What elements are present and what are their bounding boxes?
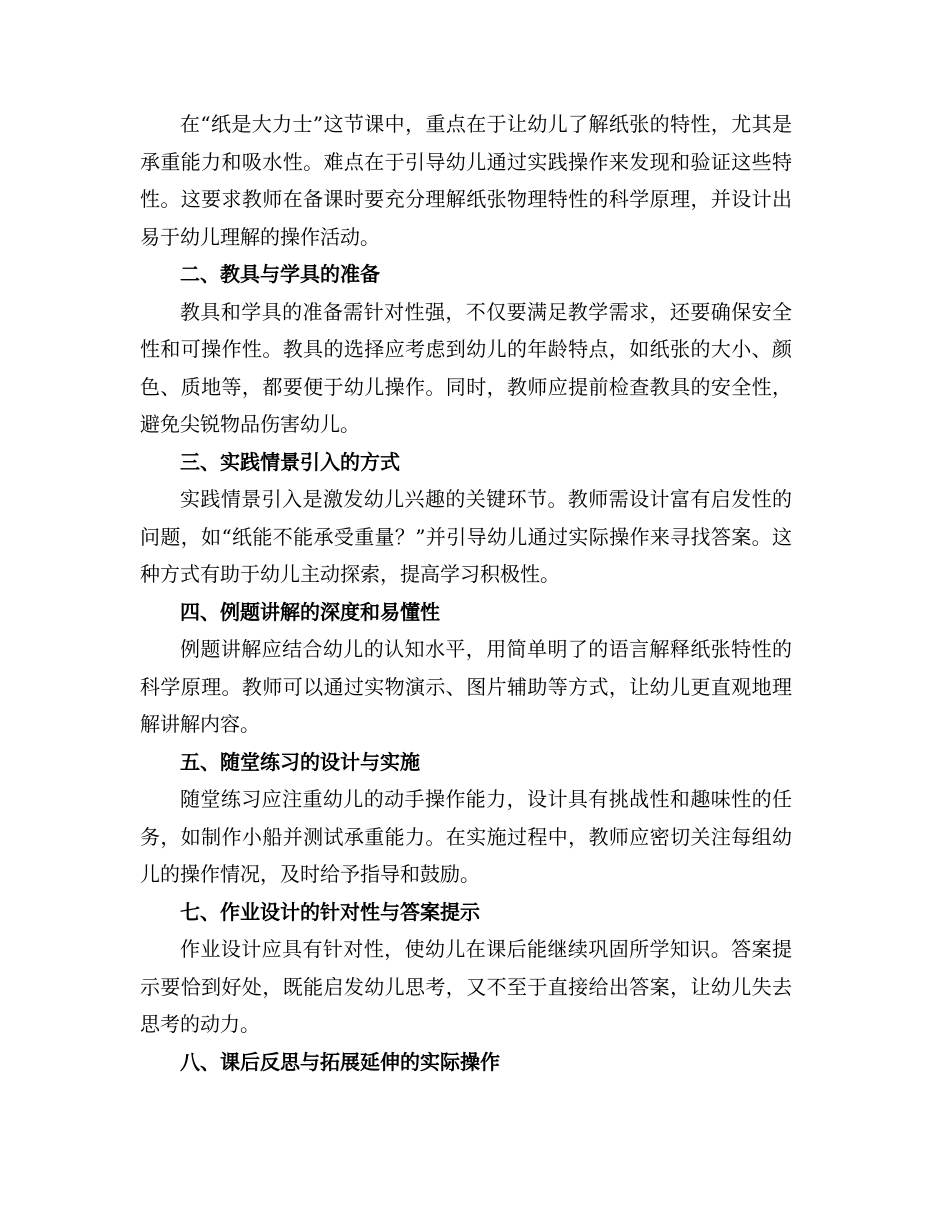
document-page bbox=[140, 106, 792, 1081]
paragraph-focus-and-difficulty: 在“纸是大力士”这节课中，重点在于让幼儿了解纸张的特性，尤其是承重能力和吸水性。难点在于引导幼儿通过实践操作来发现和验证这些特性。这要求教师在备课时要充分理解纸张物理特性的科学原理，并设计出易于幼儿理解的操作活动。 bbox=[140, 112, 792, 249]
heading-in-class-practice: 五、随堂练习的设计与实施 bbox=[180, 749, 420, 774]
heading-scenario-introduction: 三、实践情景引入的方式 bbox=[180, 449, 400, 474]
heading-example-explanation: 四、例题讲解的深度和易懂性 bbox=[180, 599, 440, 624]
heading-homework-design: 七、作业设计的针对性与答案提示 bbox=[180, 899, 480, 924]
paragraph-in-class-practice: 随堂练习应注重幼儿的动手操作能力，设计具有挑战性和趣味性的任务，如制作小船并测试承重能力。在实施过程中，教师应密切关注每组幼儿的操作情况，及时给予指导和鼓励。 bbox=[140, 787, 792, 886]
heading-teaching-aids: 二、教具与学具的准备 bbox=[180, 262, 380, 286]
paragraph-scenario-introduction: 实践情景引入是激发幼儿兴趣的关键环节。教师需设计富有启发性的问题，如“纸能不能承受重量？”并引导幼儿通过实际操作来寻找答案。这种方式有助于幼儿主动探索，提高学习积极性。 bbox=[140, 487, 792, 586]
heading-reflection-extension: 八、课后反思与拓展延伸的实际操作 bbox=[180, 1049, 500, 1074]
paragraph-teaching-aids: 教具和学具的准备需针对性强，不仅要满足教学需求，还要确保安全性和可操作性。教具的选择应考虑到幼儿的年龄特点，如纸张的大小、颜色、质地等，都要便于幼儿操作。同时，教师应提前检查教具的安全性，避免尖锐物品伤害幼儿。 bbox=[140, 299, 792, 436]
paragraph-homework-design: 作业设计应具有针对性，使幼儿在课后能继续巩固所学知识。答案提示要恰到好处，既能启发幼儿思考，又不至于直接给出答案，让幼儿失去思考的动力。 bbox=[140, 937, 792, 1036]
paragraph-example-explanation: 例题讲解应结合幼儿的认知水平，用简单明了的语言解释纸张特性的科学原理。教师可以通过实物演示、图片辅助等方式，让幼儿更直观地理解讲解内容。 bbox=[140, 637, 792, 736]
